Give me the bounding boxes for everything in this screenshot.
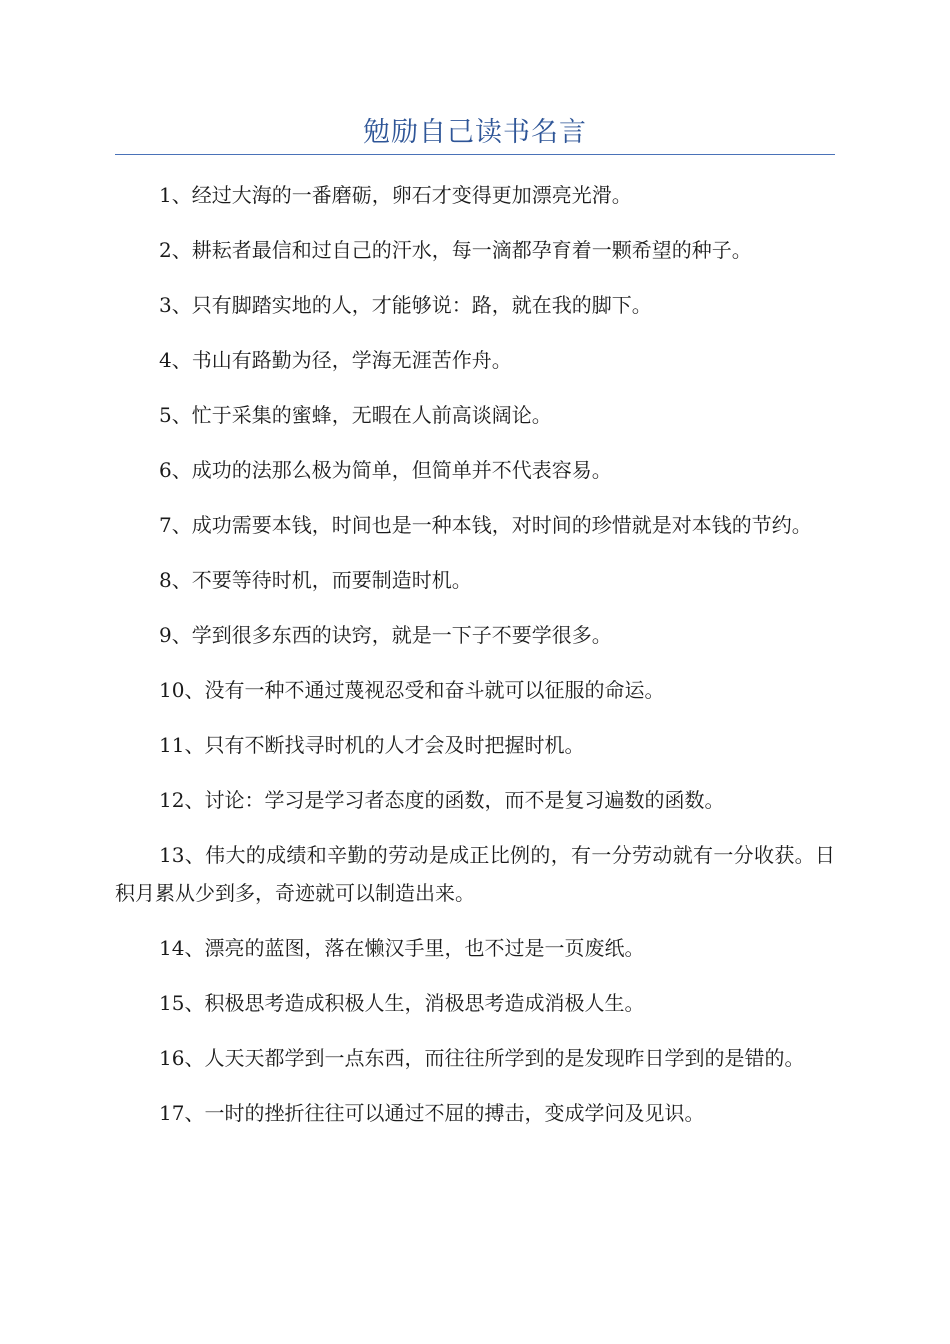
quote-item: 11、只有不断找寻时机的人才会及时把握时机。 xyxy=(159,733,585,757)
quote-item: 17、一时的挫折往往可以通过不屈的搏击，变成学问及见识。 xyxy=(159,1101,705,1125)
quote-item: 12、讨论：学习是学习者态度的函数，而不是复习遍数的函数。 xyxy=(159,788,725,812)
quote-item: 13、伟大的成绩和辛勤的劳动是成正比例的，有一分劳动就有一分收获。日积月累从少到多，奇迹就可以制造出来。 xyxy=(115,843,835,905)
quote-item: 8、不要等待时机，而要制造时机。 xyxy=(159,568,472,592)
quote-item: 7、成功需要本钱，时间也是一种本钱，对时间的珍惜就是对本钱的节约。 xyxy=(159,513,812,537)
quote-item: 1、经过大海的一番磨砺，卵石才变得更加漂亮光滑。 xyxy=(159,183,632,207)
quote-item: 14、漂亮的蓝图，落在懒汉手里，也不过是一页废纸。 xyxy=(159,936,645,960)
quote-item: 6、成功的法那么极为简单，但简单并不代表容易。 xyxy=(159,458,612,482)
page-title: 勉励自己读书名言 xyxy=(363,117,587,148)
quote-list xyxy=(115,176,835,1149)
quote-item: 16、人天天都学到一点东西，而往往所学到的是发现昨日学到的是错的。 xyxy=(159,1046,805,1070)
quote-item: 4、书山有路勤为径，学海无涯苦作舟。 xyxy=(159,348,512,372)
quote-item: 5、忙于采集的蜜蜂，无暇在人前高谈阔论。 xyxy=(159,403,552,427)
quote-item: 15、积极思考造成积极人生，消极思考造成消极人生。 xyxy=(159,991,645,1015)
quote-item: 3、只有脚踏实地的人，才能够说：路，就在我的脚下。 xyxy=(159,293,652,317)
quote-item: 9、学到很多东西的诀窍，就是一下子不要学很多。 xyxy=(159,623,612,647)
quote-item: 10、没有一种不通过蔑视忍受和奋斗就可以征服的命运。 xyxy=(159,678,665,702)
title-underline xyxy=(115,154,835,155)
quote-item: 2、耕耘者最信和过自己的汗水，每一滴都孕育着一颗希望的种子。 xyxy=(159,238,752,262)
